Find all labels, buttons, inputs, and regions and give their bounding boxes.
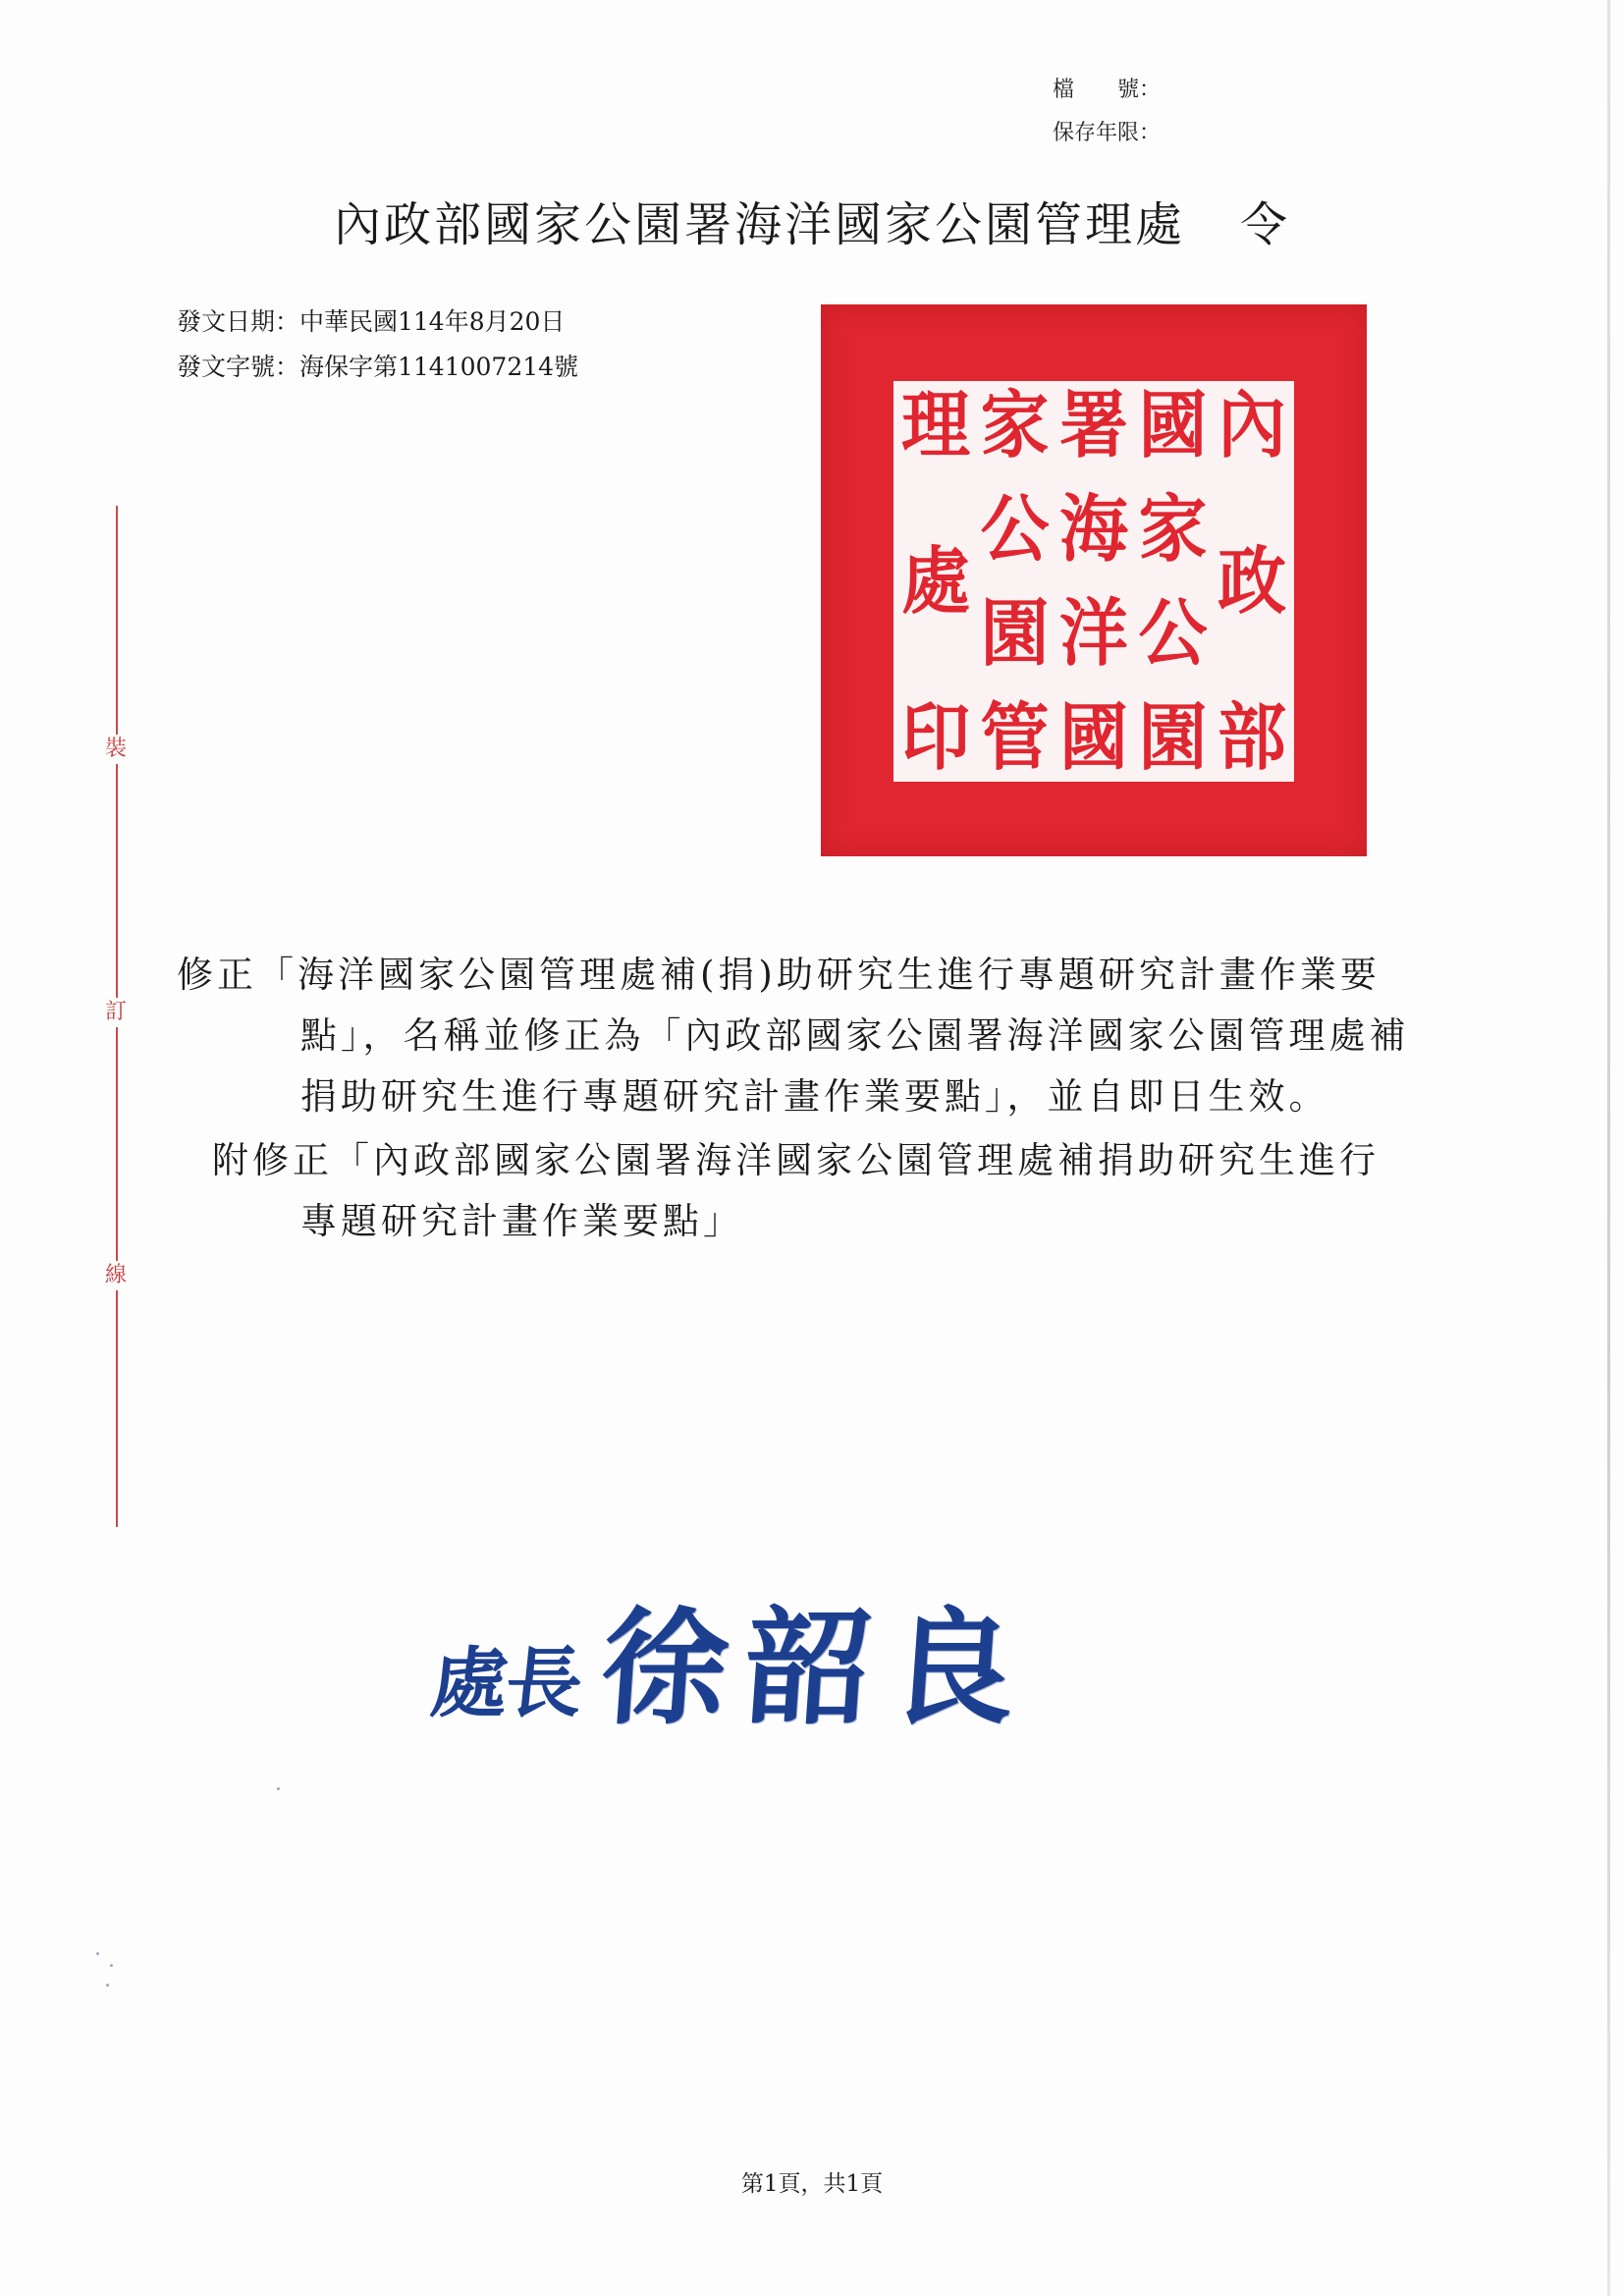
seal-character: 公	[980, 485, 1050, 573]
scan-speck	[106, 1984, 109, 1987]
issue-date: 發文日期：中華民國114年8月20日	[177, 307, 566, 336]
seal-character: 部	[1218, 693, 1286, 781]
seal-column	[977, 381, 1054, 781]
seal-character: 理	[901, 381, 970, 468]
order-body	[177, 945, 1414, 1252]
agency-name: 內政部國家公園署海洋國家公園管理處	[333, 197, 1185, 252]
seal-column	[1135, 381, 1212, 781]
seal-character: 海	[1059, 485, 1128, 573]
scan-speck	[277, 1787, 280, 1790]
file-number-label: 檔 號：	[1053, 78, 1162, 102]
binding-char-top: 裝	[101, 735, 131, 764]
seal-character: 園	[1138, 693, 1208, 781]
seal-column	[897, 381, 974, 781]
issue-number: 發文字號：海保字第1141007214號	[177, 353, 579, 381]
seal-column	[1214, 381, 1290, 781]
seal-inner	[893, 381, 1294, 782]
director-signature	[426, 1591, 1038, 1748]
binding-char-middle: 訂	[101, 998, 131, 1027]
seal-character: 管	[980, 693, 1050, 781]
seal-character: 印	[901, 693, 970, 781]
seal-character: 處	[901, 537, 970, 625]
document-title	[0, 187, 1624, 254]
official-seal	[821, 304, 1367, 856]
main-paragraph: 修正「海洋國家公園管理處補(捐)助研究生進行專題研究計畫作業要點」，名稱並修正為「內政部國家公園署海洋國家公園管理處補捐助研究生進行專題研究計畫作業要點」，並自即日生效。	[177, 954, 1410, 1118]
scan-speck	[110, 1964, 113, 1967]
seal-column	[1056, 381, 1132, 781]
scan-edge	[1607, 0, 1610, 2296]
signature-name: 徐韶良	[597, 1595, 1038, 1742]
signature-title: 處長	[426, 1639, 586, 1728]
issue-info	[177, 300, 578, 390]
seal-character: 署	[1059, 381, 1128, 468]
retention-label: 保存年限：	[1053, 121, 1162, 145]
scan-speck	[96, 1952, 99, 1955]
seal-character: 洋	[1059, 589, 1128, 677]
document-type: 令	[1240, 197, 1291, 252]
seal-character: 家	[1138, 485, 1208, 573]
seal-character: 國	[1059, 693, 1128, 781]
binding-char-bottom: 線	[101, 1261, 131, 1290]
attachment-paragraph: 附修正「內政部國家公園署海洋國家公園管理處補捐助研究生進行專題研究計畫作業要點」	[212, 1139, 1380, 1242]
page-number: 第1頁，共1頁	[740, 2171, 884, 2197]
archive-meta	[1053, 69, 1161, 155]
seal-character: 公	[1138, 589, 1208, 677]
seal-character: 內	[1218, 381, 1286, 468]
seal-character: 政	[1218, 537, 1286, 625]
seal-character: 國	[1138, 381, 1208, 468]
seal-character: 家	[980, 381, 1050, 468]
seal-character: 園	[980, 589, 1050, 677]
